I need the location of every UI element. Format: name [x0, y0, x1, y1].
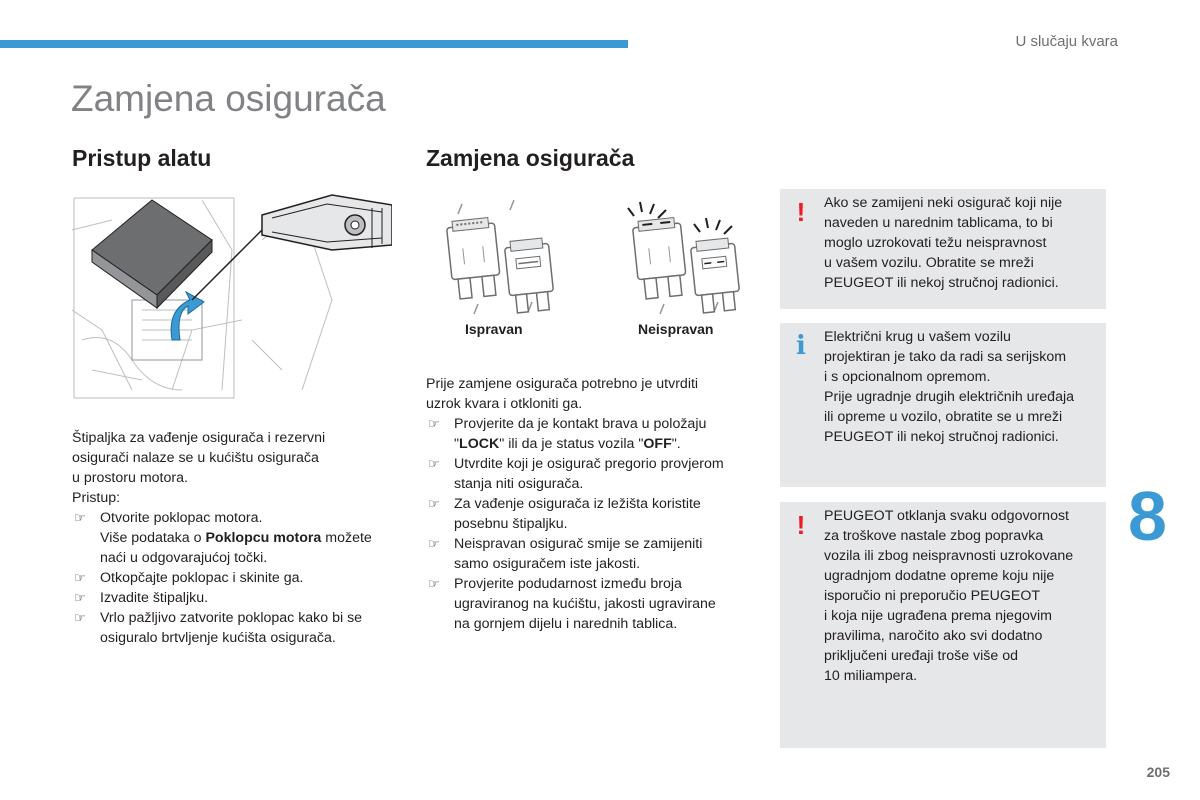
note-text: Električni krug u vašem vozilu projektiran je tako da radi sa serijskom i s opcionalnom opremom. Prije ugradnje drugih električnih uređaja ili opreme u vozilo, obratite se u mreži PEUGEOT ili nekoj stručnoj radionici. [824, 329, 1075, 445]
pointing-hand-icon: ☞ [428, 536, 440, 551]
list-item: ☞ Otkopčajte poklopac i skinite ga. [74, 570, 304, 586]
pointing-hand-icon: ☞ [74, 510, 86, 525]
intro-line: uzrok kvara i otkloniti ga. [426, 396, 583, 412]
warning-note-unlisted-fuse [780, 189, 1106, 309]
list-item: ☞ Otvorite poklopac motora. Više podataka o Poklopcu motora možete naći u odgovarajućoj točki. [74, 510, 372, 566]
middle-column-heading: Zamjena osigurača [426, 145, 635, 171]
info-icon: i [796, 331, 806, 361]
pointing-hand-icon: ☞ [428, 416, 440, 431]
chapter-number: 8 [1128, 477, 1167, 555]
left-column-heading: Pristup alatu [72, 145, 212, 171]
warning-note-liability [780, 502, 1106, 748]
fuse-label-bad: Neispravan [638, 321, 714, 337]
note-text: Ako se zamijeni neki osigurač koji nije naveden u narednim tablicama, to bi moglo uzrokovati težu neispravnost u vašem vozilu. Obratite se mreži PEUGEOT ili nekoj stručnoj radionici. [824, 195, 1063, 291]
blown-fuse-illustration [624, 200, 746, 315]
intro-line: osigurači nalaze se u kućištu osigurača [72, 450, 319, 466]
pointing-hand-icon: ☞ [428, 456, 440, 471]
list-item: ☞ Za vađenje osigurača iz ležišta koristite posebnu štipaljku. [428, 496, 701, 532]
intro-line: Prije zamjene osigurača potrebno je utvrditi [426, 376, 699, 392]
list-item: ☞ Vrlo pažljivo zatvorite poklopac kako bi se osiguralo brtvljenje kućišta osigurača. [74, 610, 363, 646]
pointing-hand-icon: ☞ [74, 590, 86, 605]
intro-line: Štipaljka za vađenje osigurača i rezervni [72, 430, 326, 446]
page-title: Zamjena osigurača [71, 78, 386, 119]
fuse-label-good: Ispravan [465, 321, 523, 337]
warning-exclamation-icon: ! [796, 197, 806, 227]
list-item: ☞ Izvadite štipaljku. [74, 590, 209, 606]
access-steps-list [72, 508, 402, 648]
pointing-hand-icon: ☞ [74, 570, 86, 585]
replacement-steps-list [426, 414, 771, 634]
list-item: ☞ Provjerite podudarnost između broja ugraviranog na kućištu, jakosti ugravirane na gornjem dijelu i narednih tablica. [428, 576, 716, 632]
note-text: PEUGEOT otklanja svaku odgovornost za troškove nastale zbog popravka vozila ili zbog neispravnosti uzrokovane ugradnjom dodatne opreme koju nije isporučio ni preporučio PEUGEOT i koja nije ugrađena prema njegovim pravilima, naročito ako svi dodatno priključeni uređaji troše više od 10 miliampera. [824, 508, 1074, 684]
list-item: ☞ Provjerite da je kontakt brava u položaju "LOCK" ili da je status vozila "OFF". [428, 416, 707, 452]
info-note-electrical-circuit [780, 323, 1106, 487]
pointing-hand-icon: ☞ [428, 576, 440, 591]
good-fuse-illustration [438, 200, 558, 315]
engine-bonnet-reference: Poklopcu motora [205, 530, 322, 546]
section-label: U slučaju kvara [1015, 33, 1118, 50]
header-accent-bar [0, 40, 628, 48]
left-column-text [72, 428, 402, 648]
middle-column-text [426, 374, 771, 634]
off-keyword: OFF [643, 436, 672, 452]
lock-keyword: LOCK [459, 436, 500, 452]
list-item: ☞ Utvrdite koji je osigurač pregorio provjerom stanja niti osigurača. [428, 456, 724, 492]
pointing-hand-icon: ☞ [74, 610, 86, 625]
pointing-hand-icon: ☞ [428, 496, 440, 511]
list-item: ☞ Neispravan osigurač smije se zamijeniti samo osiguračem iste jakosti. [428, 536, 703, 572]
access-label: Pristup: [72, 490, 121, 506]
page-number: 205 [1146, 764, 1170, 780]
intro-line: u prostoru motora. [72, 470, 188, 486]
engine-fusebox-illustration [72, 190, 392, 410]
warning-exclamation-icon: ! [796, 510, 806, 540]
